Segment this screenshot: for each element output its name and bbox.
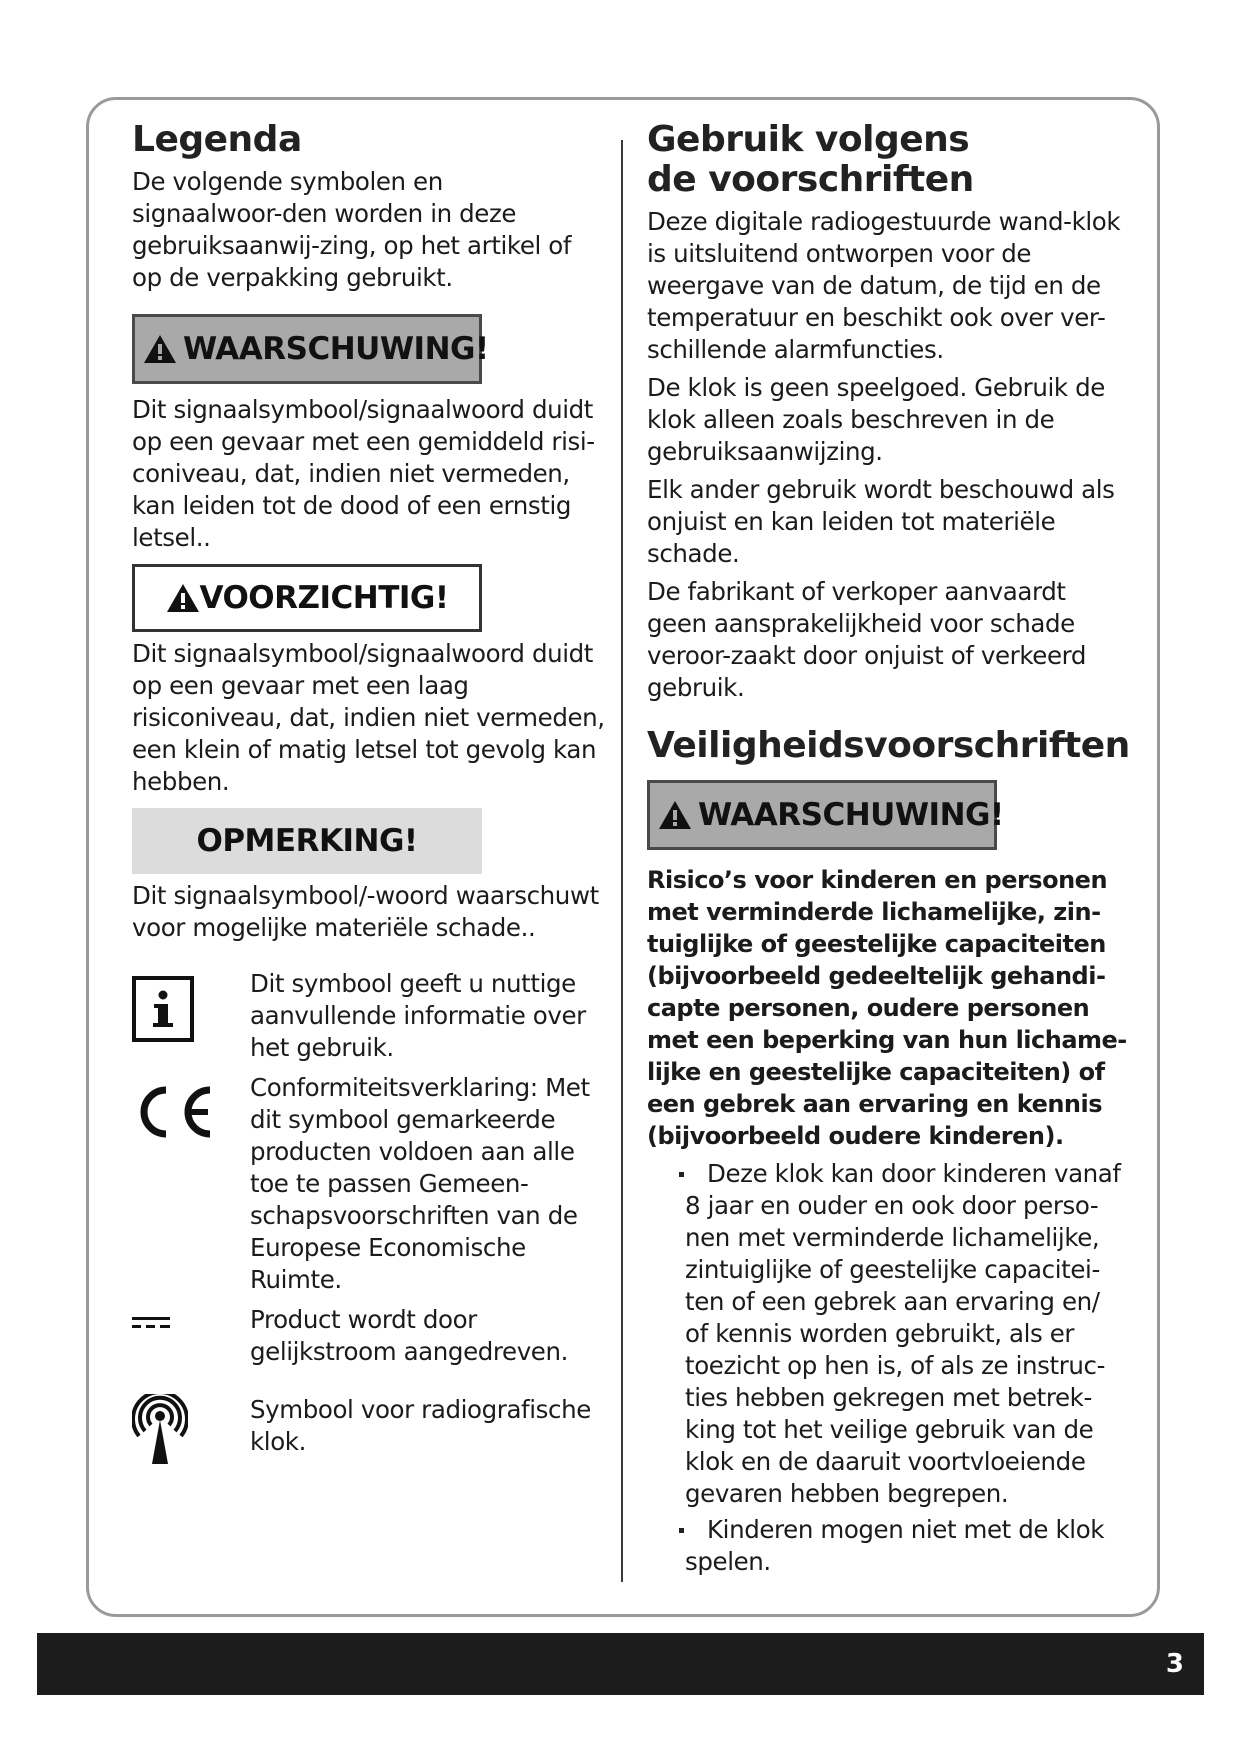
bullet-marker-icon	[679, 1172, 684, 1177]
caution-label: VOORZICHTIG!	[199, 580, 449, 616]
symbol-text-ce: Conformiteitsverklaring: Met dit symbool gemarkeerde producten voldoen aan alle toe te passen Gemeen-schapsvoorschriften van de Europese Economische Ruimte.	[250, 1073, 590, 1294]
note-text: Dit signaalsymbool/-woord waarschuwt voor mogelijke materiële schade..	[132, 881, 599, 942]
warning-label-box	[132, 314, 489, 384]
usage-paragraph-2: De klok is geen speelgoed. Gebruik de klok alleen zoals beschreven in de gebruiksaanwijzing.	[647, 373, 1105, 466]
direct-current-icon	[132, 1314, 172, 1332]
symbol-text-radio: Symbool voor radiografische klok.	[250, 1395, 591, 1456]
warning-triangle-icon	[143, 334, 177, 364]
column-divider	[621, 140, 623, 1582]
usage-paragraph-1: Deze digitale radiogestuurde wand-klok is uitsluitend ontworpen voor de weergave van de datum, de tijd en de temperatuur en beschikt ook over ver-schillende alarmfuncties.	[647, 207, 1121, 364]
caution-label-box	[132, 564, 482, 632]
usage-paragraph-3: Elk ander gebruik wordt beschouwd als onjuist en kan leiden tot materiële schade.	[647, 475, 1115, 568]
page-number: 3	[1165, 1649, 1184, 1679]
radio-antenna-icon	[132, 1394, 188, 1466]
warning-text: Dit signaalsymbool/signaalwoord duidt op een gevaar met een gemiddeld risi-coniveau, dat, indien niet vermeden, kan leiden tot de dood of een ernstig letsel..	[132, 395, 595, 552]
symbol-text-dc: Product wordt door gelijkstroom aangedreven.	[250, 1305, 568, 1366]
warning-label: WAARSCHUWING!	[183, 331, 489, 367]
safety-title: Veiligheidsvoorschriften	[647, 725, 1130, 766]
safety-bullet: Kinderen mogen niet met de klok spelen.	[685, 1514, 1127, 1578]
safety-bullet: Deze klok kan door kinderen vanaf 8 jaar en ouder en ook door perso-nen met verminderde lichamelijke, zintuiglijke of geestelijke capacitei-ten of een gebrek aan ervaring en/ of kennis worden gebruikt, als er toezicht op hen is, of als ze instruc-ties hebben gekregen met betrek-king tot het veilige gebruik van de klok en de daaruit voortvloeiende gevaren hebben begrepen.	[685, 1158, 1127, 1510]
caution-triangle-icon	[166, 583, 200, 613]
note-label: OPMERKING!	[196, 823, 418, 859]
symbol-row-ce	[132, 1072, 610, 1296]
usage-paragraph-4: De fabrikant of verkoper aanvaardt geen aansprakelijkheid voor schade veroor-zaakt door onjuist of verkeerd gebruik.	[647, 577, 1087, 702]
right-column	[647, 119, 1130, 1582]
safety-warning-label-box	[647, 780, 1004, 850]
left-column	[132, 120, 610, 1474]
note-label-box	[132, 808, 482, 874]
caution-text: Dit signaalsymbool/signaalwoord duidt op een gevaar met een laag risiconiveau, dat, indien niet vermeden, een klein of matig letsel tot gevolg kan hebben.	[132, 639, 605, 796]
symbol-text-info: Dit symbool geeft u nuttige aanvullende informatie over het gebruik.	[250, 969, 586, 1062]
legend-intro: De volgende symbolen en signaalwoor-den worden in deze gebruiksaanwij-zing, op het artikel of op de verpakking gebruikt.	[132, 167, 572, 292]
symbol-row-dc	[132, 1304, 610, 1386]
info-icon	[132, 976, 194, 1042]
usage-title: Gebruik volgens de voorschriften	[647, 119, 974, 200]
warning-triangle-icon	[658, 800, 692, 830]
safety-bullet-list	[647, 1158, 1127, 1578]
footer-bar	[37, 1633, 1204, 1695]
symbol-row-info	[132, 968, 610, 1064]
risk-heading: Risico’s voor kinderen en personen met verminderde lichamelijke, zin-tuiglijke of geestelijke capaciteiten (bijvoorbeeld gedeeltelijk gehandi-capte personen, oudere personen met een beperking van hun lichame-lijke en geestelijke capaciteiten) of een gebrek aan ervaring en kennis (bijvoorbeeld oudere kinderen).	[647, 866, 1127, 1150]
legend-title: Legenda	[132, 119, 302, 160]
safety-warning-label: WAARSCHUWING!	[698, 797, 1004, 833]
bullet-marker-icon	[679, 1528, 684, 1533]
symbol-row-radio	[132, 1394, 610, 1466]
ce-mark-icon	[132, 1084, 214, 1140]
